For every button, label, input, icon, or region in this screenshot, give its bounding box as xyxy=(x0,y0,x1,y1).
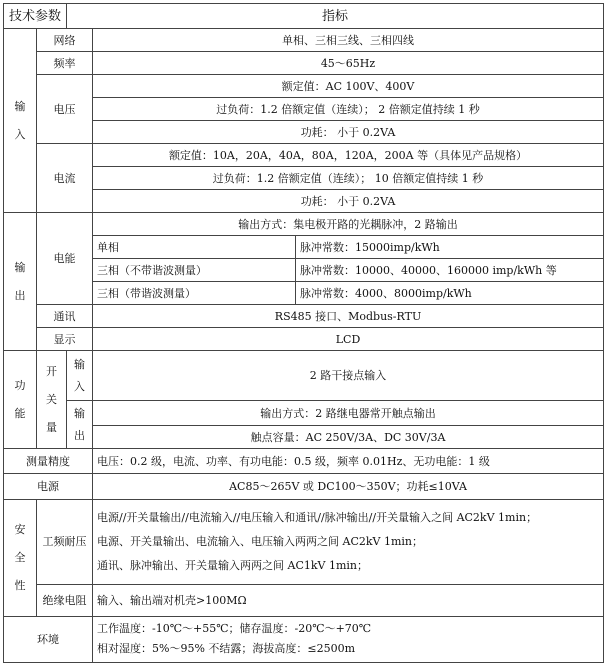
voltage-power: 功耗： 小于 0.2VA xyxy=(93,121,604,144)
switch-output-mode: 输出方式：2 路继电器常开触点输出 xyxy=(93,401,604,426)
energy-row-name: 三相（不带谐波测量） xyxy=(93,259,296,282)
row-energy-three-harmonic xyxy=(4,282,604,305)
environment-label: 环境 xyxy=(4,616,93,662)
withstand-value xyxy=(93,499,604,585)
switch-contact: 触点容量：AC 250V/3A、DC 30V/3A xyxy=(93,426,604,449)
row-current-overload xyxy=(4,167,604,190)
row-voltage-power xyxy=(4,121,604,144)
current-power: 功耗： 小于 0.2VA xyxy=(93,190,604,213)
spec-table xyxy=(3,3,604,663)
row-voltage-overload xyxy=(4,98,604,121)
row-switch-input xyxy=(4,351,604,401)
environment-value xyxy=(93,616,604,662)
withstand-line: 电源//开关量输出//电流输入//电压输入和通讯//脉冲输出//开关量输入之间 AC2kV 1min； xyxy=(97,510,538,524)
group-output: 输 出 xyxy=(4,213,37,351)
current-rated: 额定值：10A，20A，40A，80A，120A，200A 等（具体见产品规格） xyxy=(93,144,604,167)
energy-label: 电能 xyxy=(37,213,93,305)
display-label: 显示 xyxy=(37,328,93,351)
row-current-power xyxy=(4,190,604,213)
accuracy-label: 测量精度 xyxy=(4,449,93,474)
energy-row-name: 单相 xyxy=(93,236,296,259)
row-energy-mode xyxy=(4,213,604,236)
switch-in-label: 输 入 xyxy=(67,351,93,401)
energy-row-value: 脉冲常数：15000imp/kWh xyxy=(296,236,604,259)
row-environment xyxy=(4,616,604,662)
voltage-overload: 过负荷：1.2 倍额定值（连续）； 2 倍额定值持续 1 秒 xyxy=(93,98,604,121)
power-supply-value: AC85～265V 或 DC100～350V；功耗≤10VA xyxy=(93,474,604,499)
voltage-label: 电压 xyxy=(37,75,93,144)
header-param: 技术参数 xyxy=(4,4,67,29)
network-value: 单相、三相三线、三相四线 xyxy=(93,29,604,52)
group-safety: 安 全 性 xyxy=(4,499,37,616)
row-insulation xyxy=(4,585,604,616)
comm-value: RS485 接口、Modbus-RTU xyxy=(93,305,604,328)
energy-row-value: 脉冲常数：4000、8000imp/kWh xyxy=(296,282,604,305)
row-display xyxy=(4,328,604,351)
insulation-value: 输入、输出端对机壳>100MΩ xyxy=(93,585,604,616)
network-label: 网络 xyxy=(37,29,93,52)
row-current-rated xyxy=(4,144,604,167)
row-energy-single xyxy=(4,236,604,259)
row-network xyxy=(4,29,604,52)
row-voltage-rated xyxy=(4,75,604,98)
row-frequency xyxy=(4,52,604,75)
environment-humidity: 相对湿度：5%～95% 不结露；海拔高度：≤2500m xyxy=(97,642,356,656)
energy-row-name: 三相（带谐波测量） xyxy=(93,282,296,305)
switch-out-label: 输 出 xyxy=(67,401,93,449)
voltage-rated: 额定值：AC 100V、400V xyxy=(93,75,604,98)
withstand-line: 电源、开关量输出、电流输入、电压输入两两之间 AC2kV 1min； xyxy=(97,534,424,548)
frequency-value: 45～65Hz xyxy=(93,52,604,75)
row-power-supply xyxy=(4,474,604,499)
row-energy-three-no-harmonic xyxy=(4,259,604,282)
insulation-label: 绝缘电阻 xyxy=(37,585,93,616)
row-comm xyxy=(4,305,604,328)
switch-input-value: 2 路干接点输入 xyxy=(93,351,604,401)
accuracy-value: 电压：0.2 级，电流、功率、有功电能：0.5 级，频率 0.01Hz、无功电能：1 级 xyxy=(93,449,604,474)
row-switch-output-mode xyxy=(4,401,604,426)
header-spec: 指标 xyxy=(67,4,604,29)
switch-label: 开 关 量 xyxy=(37,351,67,449)
display-value: LCD xyxy=(93,328,604,351)
withstand-label: 工频耐压 xyxy=(37,499,93,585)
current-label: 电流 xyxy=(37,144,93,213)
row-switch-contact xyxy=(4,426,604,449)
environment-temperature: 工作温度：-10℃～+55℃；储存温度：-20℃～+70℃ xyxy=(97,622,372,636)
energy-row-value: 脉冲常数：10000、40000、160000 imp/kWh 等 xyxy=(296,259,604,282)
frequency-label: 频率 xyxy=(37,52,93,75)
comm-label: 通讯 xyxy=(37,305,93,328)
current-overload: 过负荷：1.2 倍额定值（连续）； 10 倍额定值持续 1 秒 xyxy=(93,167,604,190)
power-supply-label: 电源 xyxy=(4,474,93,499)
row-accuracy xyxy=(4,449,604,474)
energy-mode: 输出方式：集电极开路的光耦脉冲，2 路输出 xyxy=(93,213,604,236)
group-input: 输 入 xyxy=(4,29,37,213)
row-withstand xyxy=(4,499,604,585)
header-row xyxy=(4,4,604,29)
withstand-line: 通讯、脉冲输出、开关量输入两两之间 AC1kV 1min； xyxy=(97,558,369,572)
group-function: 功 能 xyxy=(4,351,37,449)
